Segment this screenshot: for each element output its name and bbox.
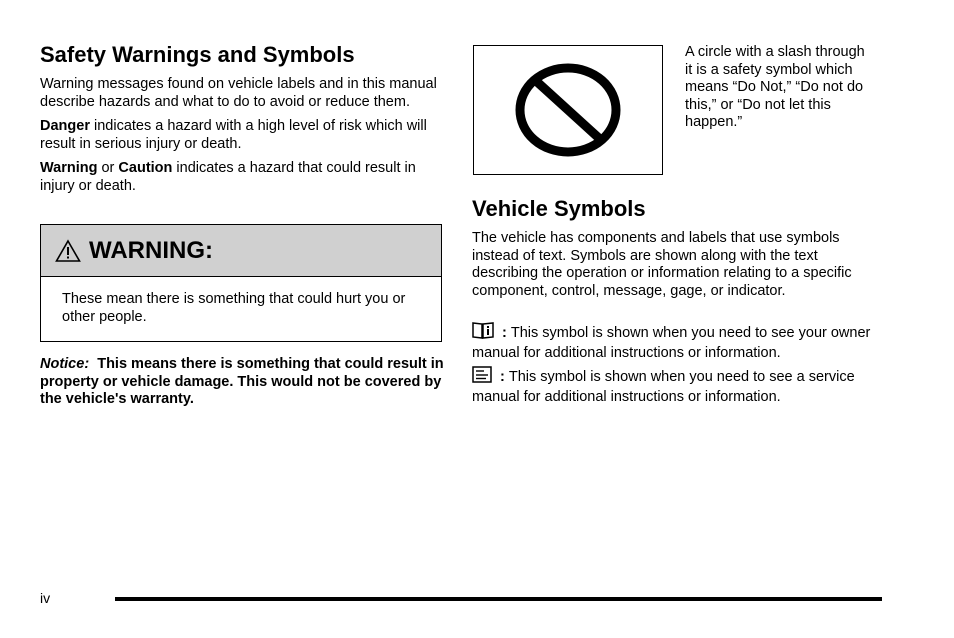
notice-paragraph xyxy=(40,356,448,409)
warning-triangle-icon xyxy=(55,239,81,263)
notice-text-block xyxy=(40,356,448,409)
warning-box xyxy=(40,224,442,342)
warning-term: Warning xyxy=(40,160,98,177)
service-manual-icon xyxy=(472,366,492,389)
owner-manual-book-icon xyxy=(472,321,494,345)
notice-text: This means there is something that could result in property or vehicle damage. This would not be covered by the vehicle's warranty. xyxy=(40,356,448,408)
or-word: or xyxy=(97,160,119,177)
warning-definition xyxy=(40,160,442,195)
warning-message: These mean there is something that could hurt you or other people. xyxy=(62,291,406,325)
owner-colon: : xyxy=(498,325,511,341)
service-manual-line xyxy=(472,366,882,406)
notice-label: Notice: xyxy=(40,356,90,372)
owner-text: This symbol is shown when you need to see your owner manual for additional instructions or information. xyxy=(472,325,871,361)
warning-text: indicates a hazard that could result in injury or death. xyxy=(40,160,416,194)
caution-term: Caution xyxy=(118,160,173,177)
section-title: Safety Warnings and Symbols xyxy=(40,42,355,67)
vehicle-intro: The vehicle has components and labels that use symbols instead of text. Symbols are shown along with the text describing the operation or information relating to a specific component, control, message, gage, or indicator. xyxy=(472,230,852,299)
prohibition-symbol-frame xyxy=(473,45,663,175)
service-colon: : xyxy=(496,369,509,385)
warning-body xyxy=(41,277,441,326)
warning-header xyxy=(41,225,441,277)
page-number: iv xyxy=(40,590,51,606)
owner-manual-line xyxy=(472,321,882,362)
safety-section xyxy=(40,42,442,203)
prohibition-icon xyxy=(514,63,622,157)
service-text: This symbol is shown when you need to see a service manual for additional instructions or information. xyxy=(472,369,855,405)
danger-text: indicates a hazard with a high level of risk which will result in serious injury or death. xyxy=(40,118,427,152)
danger-term: Danger xyxy=(40,118,90,135)
danger-definition xyxy=(40,118,442,153)
safety-intro: Warning messages found on vehicle labels and in this manual describe hazards and what to do to avoid or reduce them. xyxy=(40,76,437,110)
warning-title: WARNING: xyxy=(89,236,213,264)
footer-rule xyxy=(115,597,882,601)
symbol-caption: A circle with a slash through it is a safety symbol which means “Do Not,” “Do not do this,” or “Do not let this happen.” xyxy=(685,44,865,131)
vehicle-section-title: Vehicle Symbols xyxy=(472,196,646,221)
